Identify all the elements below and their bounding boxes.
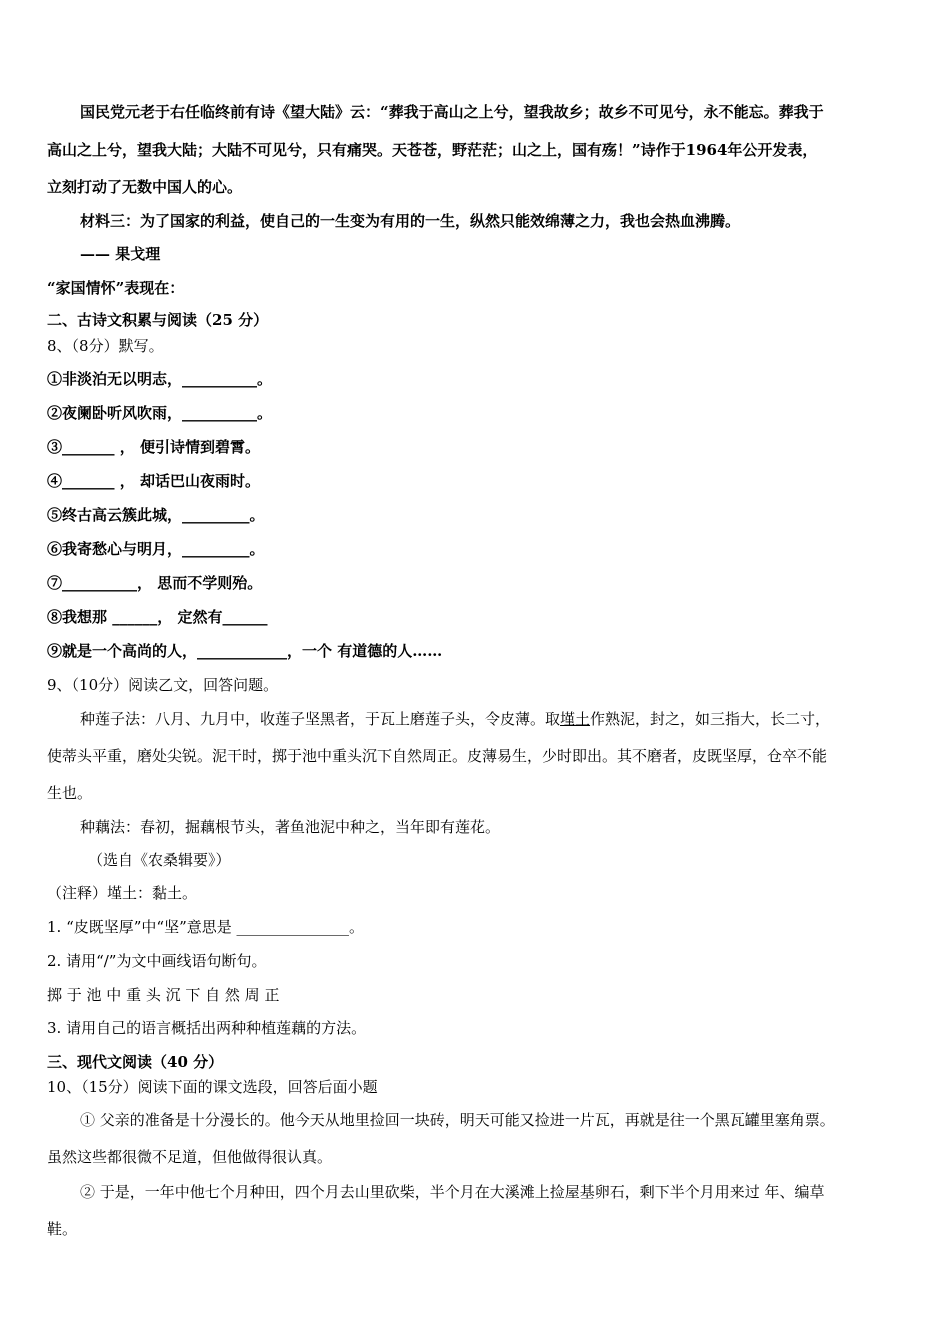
q9-passage-line2: 使蒂头平重，磨处尖锐。泥干时，掷于池中重头沉下自然周正。皮薄易生，少时即出。其不磨者，皮既坚厚，仓卒不能 xyxy=(47,747,828,765)
section3-heading: 三、现代文阅读（40 分） xyxy=(47,1053,224,1071)
q9-passage-line1-a: 种莲子法：八月、九月中，收莲子坚黑者，于瓦上磨莲子头，令皮薄。取 xyxy=(80,710,561,728)
material2-line2: 高山之上兮，望我大陆；大陆不可见兮，只有痛哭。天苍苍，野茫茫；山之上，国有殇！”诗作于1964年公开发表， xyxy=(47,141,818,159)
q8-item-1: ①非淡泊无以明志，__________。 xyxy=(47,370,273,388)
q8-item-6: ⑥我寄愁心与明月，_________。 xyxy=(47,540,265,558)
q8-item-8: ⑧我想那 ______， 定然有______ xyxy=(47,608,268,626)
q9-sub1: 1. “皮既坚厚”中“坚”意思是 _______________。 xyxy=(47,918,365,936)
q8-item-3: ③_______ ， 便引诗情到碧霄。 xyxy=(47,438,260,456)
material2-line1: 国民党元老于右任临终前有诗《望大陆》云：“葬我于高山之上兮，望我故乡；故乡不可见兮，永不能忘。葬我于 xyxy=(80,103,824,121)
q9-passage-line1 xyxy=(80,709,907,729)
material3-text: 材料三：为了国家的利益，使自己的一生变为有用的一生，纵然只能效绵薄之力，我也会热血沸腾。 xyxy=(80,212,741,230)
q9-title: 9、（10分）阅读乙文，回答问题。 xyxy=(47,676,279,694)
q8-title: 8、（8分）默写。 xyxy=(47,337,164,355)
q9-sub2: 2. 请用“/”为文中画线语句断句。 xyxy=(47,952,267,970)
q10-title: 10、（15分）阅读下面的课文选段，回答后面小题 xyxy=(47,1078,378,1096)
q10-p2-line1: ② 于是，一年中他七个月种田，四个月去山里砍柴，半个月在大溪滩上捡屋基卵石，剩下半个月用来过 年、编草 xyxy=(80,1183,825,1201)
q8-item-2: ②夜阑卧听风吹雨，__________。 xyxy=(47,404,273,422)
q10-p1-line2: 虽然这些都很微不足道，但他做得很认真。 xyxy=(47,1148,333,1166)
q10-p1-line1: ① 父亲的准备是十分漫长的。他今天从地里捡回一块砖，明天可能又捡进一片瓦，再就是往一个黑瓦罐里塞角票。 xyxy=(80,1111,835,1129)
question-home-country: “家国情怀”表现在： xyxy=(47,279,185,297)
q9-note: （注释）墐土：黏土。 xyxy=(47,884,198,902)
q8-item-4: ④_______ ， 却话巴山夜雨时。 xyxy=(47,472,260,490)
q8-item-7: ⑦__________， 思而不学则殆。 xyxy=(47,574,263,592)
material3-author: —— 果戈理 xyxy=(80,245,161,263)
q8-item-9: ⑨就是一个高尚的人，____________，一个 有道德的人…… xyxy=(47,642,443,660)
q9-passage-line3: 生也。 xyxy=(47,784,93,802)
section2-heading: 二、古诗文积累与阅读（25 分） xyxy=(47,311,269,329)
q10-p2-line2: 鞋。 xyxy=(47,1220,78,1238)
q9-sub2-line: 掷 于 池 中 重 头 沉 下 自 然 周 正 xyxy=(47,986,280,1004)
q9-passage-line1-b: 作熟泥，封之，如三指大，长二寸， xyxy=(590,710,831,728)
q8-item-5: ⑤终古高云簇此城，_________。 xyxy=(47,506,265,524)
material2-line3: 立刻打动了无数中国人的心。 xyxy=(47,178,243,196)
q9-passage-underlined-word: 墐土 xyxy=(560,710,591,728)
q9-source: （选自《农桑辑要》） xyxy=(88,851,231,869)
q9-passage-p2: 种藕法：春初，掘藕根节头，著鱼池泥中种之，当年即有莲花。 xyxy=(80,818,501,836)
q9-sub3: 3. 请用自己的语言概括出两种种植莲藕的方法。 xyxy=(47,1019,367,1037)
